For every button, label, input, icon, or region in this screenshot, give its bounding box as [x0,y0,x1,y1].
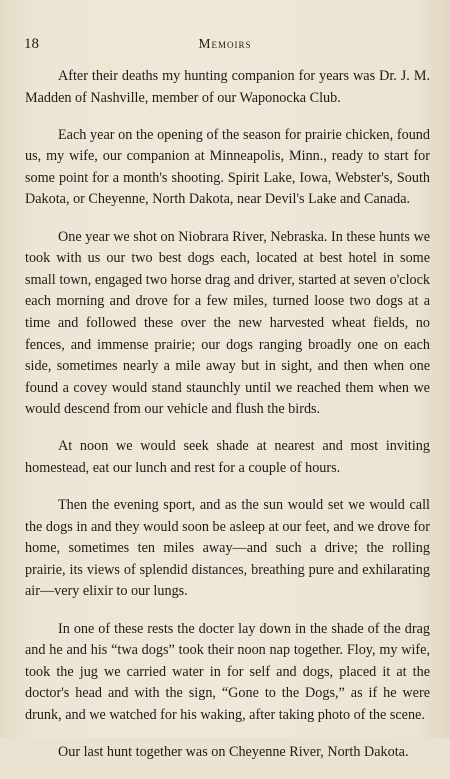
paragraph: In one of these rests the docter lay down in the shade of the drag and he and his “twa dogs” took their noon nap together. Floy, my wife, took the jug we carried water in for self and dogs, placed it at the doctor's head and with the sign, “Gone to the Dogs,” as if he were drunk, and we watched for his waking, after taking photo of the scene. [25,620,430,723]
paragraph: At noon we would seek shade at nearest and most inviting homestead, eat our lunch and rest for a couple of hours. [25,438,430,476]
paragraph: After their deaths my hunting companion for years was Dr. J. M. Madden of Nashville, member of our Waponocka Club. [25,68,430,106]
running-head: Memoirs [198,36,252,51]
paragraph: Our last hunt together was on Cheyenne River, North Dakota. [58,744,409,761]
body-text [25,66,430,779]
paragraph: Each year on the opening of the season for prairie chicken, found us, my wife, our companion at Minneapolis, Minn., ready to start for some point for a month's shooting. Spirit Lake, Iowa, Webster's, South Dakota, or Cheyenne, North Dakota, near Devil's Lake and Canada. [25,126,430,208]
page-number: 18 [24,36,39,52]
paragraph: Then the evening sport, and as the sun would set we would call the dogs in and they would soon be asleep at our feet, and we drove for home, sometimes ten miles away—and such a drive; the rolling prairie, its views of splendid distances, breathing pure and exhilarating air—very elixir to our lungs. [25,497,430,600]
page-header [24,36,426,56]
paragraph: One year we shot on Niobrara River, Nebraska. In these hunts we took with us our two best dogs each, located at best hotel in some small town, engaged two horse drag and driver, started at seven o'clock each morning and drove for a few miles, turned loose two dogs at a time and followed these over the new harvested wheat fields, no fences, and immense prairie; our dogs ranging broadly one on each side, sometimes nearly a mile away but in sight, and then when one found a covey would stand staunchly until we reached them when we would descend from our vehicle and flush the birds. [25,228,430,418]
